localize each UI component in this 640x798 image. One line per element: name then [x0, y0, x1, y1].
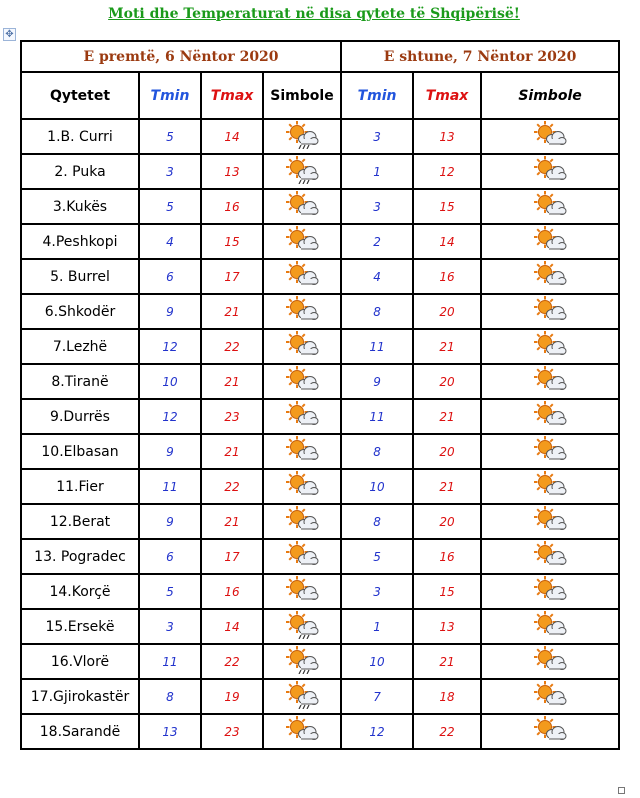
table-row	[21, 154, 619, 189]
tmax-value: 20	[413, 434, 481, 469]
tmin-value: 12	[341, 714, 413, 749]
tmin-value: 13	[139, 714, 201, 749]
tmin-value: 9	[139, 294, 201, 329]
tmax-value: 13	[413, 609, 481, 644]
tmin-value: 11	[139, 644, 201, 679]
tmin-value: 4	[139, 224, 201, 259]
table-row	[21, 469, 619, 504]
weather-table	[20, 40, 620, 750]
weather-symbol-cell	[263, 504, 341, 539]
tmax-value: 12	[413, 154, 481, 189]
symbol-column-header: Simbole	[263, 72, 341, 119]
tmin-value: 5	[139, 119, 201, 154]
tmax-value: 21	[413, 469, 481, 504]
sun-cloud-icon	[533, 681, 567, 713]
tmin-value: 8	[341, 294, 413, 329]
tmax-column-header: Tmax	[413, 72, 481, 119]
tmax-value: 23	[201, 714, 263, 749]
tmin-value: 3	[139, 154, 201, 189]
tmin-value: 7	[341, 679, 413, 714]
table-row	[21, 644, 619, 679]
sun-cloud-icon	[285, 401, 319, 433]
sun-cloud-icon	[533, 716, 567, 748]
weather-symbol-cell	[263, 294, 341, 329]
tmax-value: 22	[201, 644, 263, 679]
weather-symbol-cell	[263, 224, 341, 259]
weather-symbol-cell	[263, 539, 341, 574]
weather-symbol-cell	[481, 504, 619, 539]
tmax-value: 21	[201, 294, 263, 329]
sun-cloud-icon	[533, 401, 567, 433]
table-row	[21, 119, 619, 154]
tmin-value: 10	[341, 469, 413, 504]
city-cell: 5. Burrel	[21, 259, 139, 294]
tmin-value: 6	[139, 259, 201, 294]
weather-symbol-cell	[481, 399, 619, 434]
tmax-value: 15	[413, 574, 481, 609]
city-cell: 3.Kukës	[21, 189, 139, 224]
symbol-column-header: Simbole	[481, 72, 619, 119]
sun-cloud-icon	[285, 296, 319, 328]
tmax-value: 17	[201, 539, 263, 574]
tmin-value: 5	[139, 189, 201, 224]
tmin-value: 9	[341, 364, 413, 399]
weather-symbol-cell	[263, 399, 341, 434]
tmax-value: 16	[201, 574, 263, 609]
weather-symbol-cell	[263, 679, 341, 714]
table-row	[21, 329, 619, 364]
day1-header: E premtë, 6 Nëntor 2020	[21, 41, 341, 72]
sun-cloud-icon	[285, 506, 319, 538]
tmax-value: 21	[201, 504, 263, 539]
tmin-value: 5	[341, 539, 413, 574]
tmax-value: 20	[413, 504, 481, 539]
table-row	[21, 364, 619, 399]
sun-cloud-rain-icon	[285, 646, 319, 678]
city-cell: 18.Sarandë	[21, 714, 139, 749]
city-cell: 8.Tiranë	[21, 364, 139, 399]
sun-cloud-icon	[533, 261, 567, 293]
tmin-value: 9	[139, 434, 201, 469]
table-row	[21, 434, 619, 469]
tmax-value: 14	[201, 609, 263, 644]
table-row	[21, 679, 619, 714]
tmax-value: 16	[201, 189, 263, 224]
tmin-column-header: Tmin	[139, 72, 201, 119]
weather-symbol-cell	[481, 259, 619, 294]
tmax-value: 17	[201, 259, 263, 294]
weather-symbol-cell	[481, 154, 619, 189]
tmin-value: 3	[139, 609, 201, 644]
page-title: Moti dhe Temperaturat në disa qytete të Shqipërisë!	[108, 6, 520, 22]
tmin-value: 8	[139, 679, 201, 714]
sun-cloud-icon	[533, 331, 567, 363]
table-resize-handle[interactable]	[618, 787, 625, 794]
city-cell: 13. Pogradec	[21, 539, 139, 574]
tmin-value: 1	[341, 609, 413, 644]
sun-cloud-icon	[533, 611, 567, 643]
weather-symbol-cell	[481, 714, 619, 749]
tmax-value: 21	[413, 644, 481, 679]
weather-symbol-cell	[263, 189, 341, 224]
weather-symbol-cell	[481, 644, 619, 679]
tmin-value: 1	[341, 154, 413, 189]
weather-symbol-cell	[263, 469, 341, 504]
sun-cloud-icon	[533, 471, 567, 503]
sun-cloud-icon	[285, 261, 319, 293]
tmax-value: 14	[413, 224, 481, 259]
city-cell: 1.B. Curri	[21, 119, 139, 154]
weather-symbol-cell	[263, 119, 341, 154]
tmin-value: 9	[139, 504, 201, 539]
tmax-value: 22	[201, 329, 263, 364]
weather-symbol-cell	[481, 539, 619, 574]
city-cell: 7.Lezhë	[21, 329, 139, 364]
tmax-value: 16	[413, 539, 481, 574]
table-row	[21, 574, 619, 609]
sun-cloud-icon	[285, 471, 319, 503]
tmin-value: 11	[139, 469, 201, 504]
table-row	[21, 224, 619, 259]
tmax-value: 13	[201, 154, 263, 189]
weather-symbol-cell	[263, 154, 341, 189]
tmin-value: 11	[341, 399, 413, 434]
weather-symbol-cell	[263, 644, 341, 679]
tmin-value: 12	[139, 329, 201, 364]
city-cell: 17.Gjirokastër	[21, 679, 139, 714]
city-cell: 12.Berat	[21, 504, 139, 539]
tmax-value: 13	[413, 119, 481, 154]
tmin-value: 8	[341, 504, 413, 539]
city-cell: 11.Fier	[21, 469, 139, 504]
sun-cloud-icon	[533, 646, 567, 678]
weather-symbol-cell	[481, 364, 619, 399]
tmin-value: 8	[341, 434, 413, 469]
tmax-value: 22	[201, 469, 263, 504]
weather-symbol-cell	[481, 119, 619, 154]
tmax-value: 15	[201, 224, 263, 259]
table-row	[21, 609, 619, 644]
tmax-column-header: Tmax	[201, 72, 263, 119]
tmax-value: 15	[413, 189, 481, 224]
tmin-value: 4	[341, 259, 413, 294]
sun-cloud-rain-icon	[285, 156, 319, 188]
tmax-value: 19	[201, 679, 263, 714]
weather-symbol-cell	[263, 714, 341, 749]
sun-cloud-icon	[533, 541, 567, 573]
sun-cloud-icon	[285, 366, 319, 398]
sun-cloud-icon	[533, 436, 567, 468]
day2-header: E shtune, 7 Nëntor 2020	[341, 41, 619, 72]
tmax-value: 21	[413, 329, 481, 364]
weather-symbol-cell	[481, 574, 619, 609]
table-row	[21, 259, 619, 294]
weather-symbol-cell	[481, 609, 619, 644]
sun-cloud-icon	[285, 331, 319, 363]
weather-symbol-cell	[263, 259, 341, 294]
weather-symbol-cell	[263, 434, 341, 469]
table-row	[21, 294, 619, 329]
city-cell: 6.Shkodër	[21, 294, 139, 329]
city-cell: 9.Durrës	[21, 399, 139, 434]
tmin-value: 3	[341, 574, 413, 609]
tmin-value: 6	[139, 539, 201, 574]
tmin-value: 3	[341, 119, 413, 154]
city-cell: 4.Peshkopi	[21, 224, 139, 259]
tmin-value: 12	[139, 399, 201, 434]
weather-symbol-cell	[481, 224, 619, 259]
tmax-value: 22	[413, 714, 481, 749]
tmax-value: 23	[201, 399, 263, 434]
weather-symbol-cell	[481, 434, 619, 469]
tmax-value: 18	[413, 679, 481, 714]
weather-symbol-cell	[263, 574, 341, 609]
sun-cloud-icon	[533, 296, 567, 328]
tmax-value: 20	[413, 294, 481, 329]
sun-cloud-icon	[285, 716, 319, 748]
city-cell: 14.Korçë	[21, 574, 139, 609]
table-row	[21, 504, 619, 539]
city-cell: 16.Vlorë	[21, 644, 139, 679]
city-column-header: Qytetet	[21, 72, 139, 119]
tmin-value: 11	[341, 329, 413, 364]
table-move-handle-icon[interactable]: ✥	[3, 28, 16, 41]
sun-cloud-rain-icon	[285, 121, 319, 153]
weather-symbol-cell	[481, 294, 619, 329]
tmax-value: 14	[201, 119, 263, 154]
table-row	[21, 714, 619, 749]
table-row	[21, 399, 619, 434]
weather-symbol-cell	[481, 329, 619, 364]
tmin-column-header: Tmin	[341, 72, 413, 119]
weather-symbol-cell	[481, 469, 619, 504]
tmax-value: 21	[201, 434, 263, 469]
sun-cloud-icon	[285, 541, 319, 573]
sun-cloud-rain-icon	[285, 681, 319, 713]
sun-cloud-icon	[285, 576, 319, 608]
city-cell: 15.Ersekë	[21, 609, 139, 644]
weather-symbol-cell	[263, 364, 341, 399]
sun-cloud-rain-icon	[285, 611, 319, 643]
sun-cloud-icon	[285, 436, 319, 468]
sun-cloud-icon	[285, 191, 319, 223]
tmax-value: 21	[201, 364, 263, 399]
tmin-value: 2	[341, 224, 413, 259]
weather-symbol-cell	[263, 329, 341, 364]
weather-symbol-cell	[263, 609, 341, 644]
weather-symbol-cell	[481, 679, 619, 714]
sun-cloud-icon	[533, 506, 567, 538]
tmax-value: 16	[413, 259, 481, 294]
sun-cloud-icon	[533, 121, 567, 153]
sun-cloud-icon	[533, 156, 567, 188]
sun-cloud-icon	[533, 576, 567, 608]
tmax-value: 21	[413, 399, 481, 434]
table-row	[21, 189, 619, 224]
city-cell: 10.Elbasan	[21, 434, 139, 469]
sun-cloud-icon	[533, 191, 567, 223]
sun-cloud-icon	[533, 366, 567, 398]
tmin-value: 5	[139, 574, 201, 609]
sun-cloud-icon	[533, 226, 567, 258]
weather-symbol-cell	[481, 189, 619, 224]
city-cell: 2. Puka	[21, 154, 139, 189]
table-row	[21, 539, 619, 574]
tmin-value: 10	[139, 364, 201, 399]
sun-cloud-icon	[285, 226, 319, 258]
tmin-value: 10	[341, 644, 413, 679]
tmax-value: 20	[413, 364, 481, 399]
tmin-value: 3	[341, 189, 413, 224]
